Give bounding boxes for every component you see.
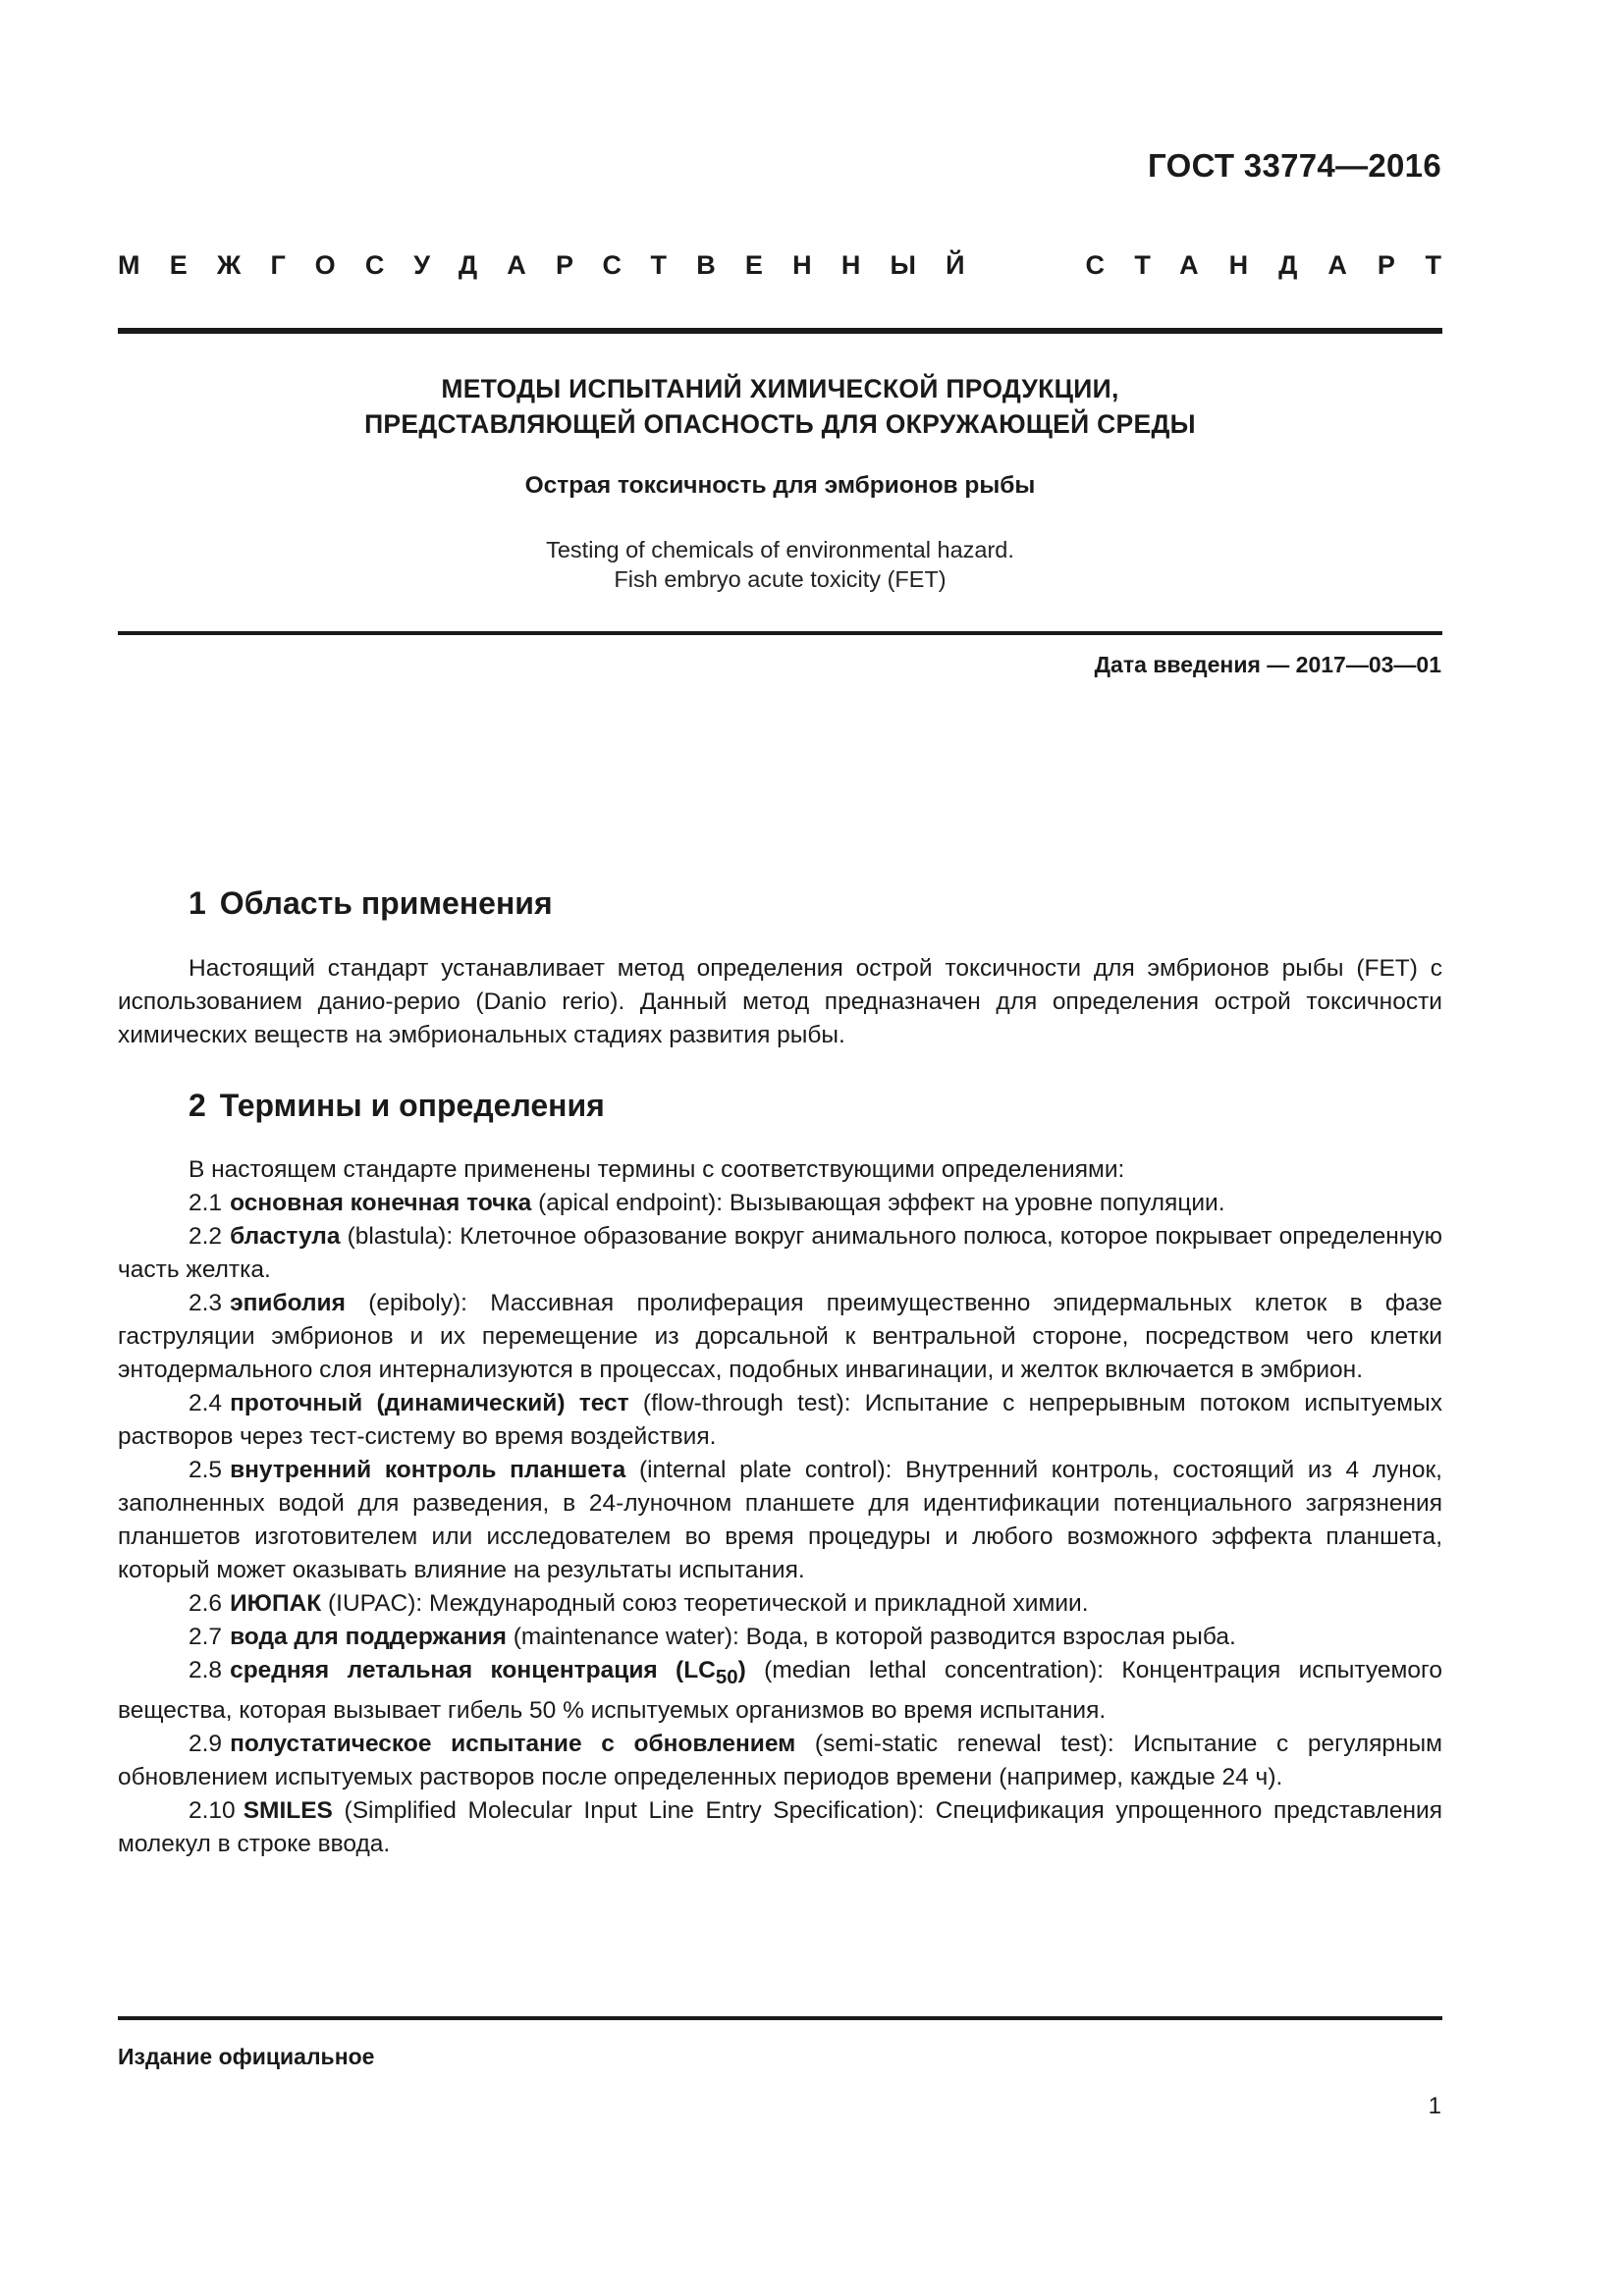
term-2-10: [118, 1794, 1442, 1861]
term-definition: (blastula): Клеточное образование вокруг анимального полюса, которое покрывает определенную часть желтка.: [118, 1223, 1442, 1283]
term-definition: (IUPAC): Международный союз теоретической и прикладной химии.: [328, 1590, 1089, 1617]
subtitle: Острая токсичность для эмбрионов рыбы: [524, 472, 1036, 499]
term-2-8: [118, 1654, 1442, 1728]
section-1-number: 1: [189, 885, 206, 921]
term-number: 2.1: [189, 1190, 223, 1216]
term-2-3: [118, 1287, 1442, 1387]
term-name: основная конечная точка: [230, 1190, 532, 1216]
term-name-end: ): [737, 1657, 746, 1683]
main-title-line2: ПРЕДСТАВЛЯЮЩЕЙ ОПАСНОСТЬ ДЛЯ ОКРУЖАЮЩЕЙ СРЕДЫ: [364, 409, 1196, 439]
term-subscript: 50: [715, 1666, 738, 1688]
standard-type-word2: СТАНДАРТ: [1085, 250, 1472, 280]
term-definition: (semi-static renewal test): Испытание с регулярным обновлением испытуемых растворов после определенных периодов времени (например, каждые 24 ч).: [118, 1730, 1443, 1790]
main-title: [118, 371, 1442, 442]
page-number: 1: [1428, 2093, 1441, 2119]
term-definition: (median lethal concentration): Концентрация испытуемого вещества, которая вызывает гибель 50 % испытуемых организмов во время испытания.: [118, 1657, 1443, 1724]
term-2-9: [118, 1728, 1442, 1794]
english-title-line1: Testing of chemicals of environmental hazard.: [546, 537, 1014, 562]
term-number: 2.6: [189, 1590, 223, 1617]
introduction-date: Дата введения — 2017—03—01: [1094, 652, 1441, 677]
footer-divider: [118, 2016, 1442, 2020]
title-divider: [118, 631, 1442, 635]
term-number: 2.8: [189, 1657, 223, 1683]
term-2-5: [118, 1454, 1442, 1587]
term-number: 2.5: [189, 1457, 223, 1483]
term-2-7: [118, 1621, 1442, 1654]
term-name: полустатическое испытание с обновлением: [230, 1730, 796, 1757]
term-2-1: [118, 1187, 1442, 1220]
section-2-number: 2: [189, 1088, 206, 1123]
section-1-title: Область применения: [219, 885, 553, 921]
section-1-heading: [189, 885, 553, 922]
term-number: 2.7: [189, 1624, 223, 1650]
english-title: [118, 535, 1442, 594]
standard-type: [118, 250, 1472, 281]
term-name-text: средняя летальная концентрация (LC: [230, 1657, 716, 1683]
term-definition: (epiboly): Массивная пролиферация преимущественно эпидермальных клеток в фазе гаструляции эмбрионов и их перемещение из дорсальной к вентральной стороне, посредством чего клетки энтодермального слоя интернализуются в процессах, подобных инвагинации, и желток включается в эмбрион.: [118, 1290, 1442, 1383]
term-2-4: [118, 1387, 1442, 1454]
section-2-heading: [189, 1088, 605, 1124]
term-definition: (internal plate control): Внутренний контроль, состоящий из 4 лунок, заполненных водой для разведения, в 24-луночном планшете для идентификации потенциального загрязнения планшетов изготовителем или исследователем во время процедуры и любого возможного эффекта планшета, который может оказывать влияние на результаты испытания.: [118, 1457, 1442, 1583]
standard-type-word1: МЕЖГОСУДАРСТВЕННЫЙ: [118, 250, 995, 280]
term-definition: (apical endpoint): Вызывающая эффект на уровне популяции.: [538, 1190, 1225, 1216]
edition-label: Издание официальное: [118, 2044, 375, 2069]
section-2-body: [118, 1153, 1442, 1861]
header-divider: [118, 328, 1442, 334]
section-1-body: [118, 952, 1442, 1052]
term-definition: (flow-through test): Испытание с непрерывным потоком испытуемых растворов через тест-систему во время воздействия.: [118, 1390, 1442, 1450]
term-number: 2.10: [189, 1796, 236, 1824]
section-2-intro: В настоящем стандарте применены термины с соответствующими определениями:: [189, 1156, 1125, 1183]
term-number: 2.9: [189, 1730, 223, 1757]
term-number: 2.2: [189, 1223, 223, 1250]
term-name: проточный (динамический) тест: [230, 1390, 629, 1416]
term-name: [230, 1657, 746, 1688]
term-name: бластула: [230, 1223, 341, 1250]
main-title-line1: МЕТОДЫ ИСПЫТАНИЙ ХИМИЧЕСКОЙ ПРОДУКЦИИ,: [441, 374, 1119, 403]
term-name: ИЮПАК: [230, 1590, 322, 1617]
term-2-6: [118, 1587, 1442, 1621]
term-number: 2.3: [189, 1290, 223, 1316]
term-2-2: [118, 1220, 1442, 1287]
term-name: внутренний контроль планшета: [230, 1457, 626, 1483]
section-2-title: Термины и определения: [219, 1088, 605, 1123]
english-title-line2: Fish embryo acute toxicity (FET): [614, 566, 947, 592]
term-definition: (maintenance water): Вода, в которой разводится взрослая рыба.: [513, 1624, 1236, 1650]
section-1-paragraph: Настоящий стандарт устанавливает метод определения острой токсичности для эмбрионов рыбы (FET) с использованием данио-рерио (Danio rerio). Данный метод предназначен для определения острой токсичности химических веществ на эмбриональных стадиях развития рыбы.: [118, 955, 1442, 1048]
document-number: ГОСТ 33774—2016: [1148, 147, 1441, 184]
term-definition: (Simplified Molecular Input Line Entry Specification): Спецификация упрощенного представления молекул в строке ввода.: [118, 1796, 1442, 1857]
term-name: вода для поддержания: [230, 1624, 507, 1650]
term-name: эпиболия: [230, 1290, 346, 1316]
term-name: SMILES: [243, 1796, 333, 1824]
term-number: 2.4: [189, 1390, 223, 1416]
